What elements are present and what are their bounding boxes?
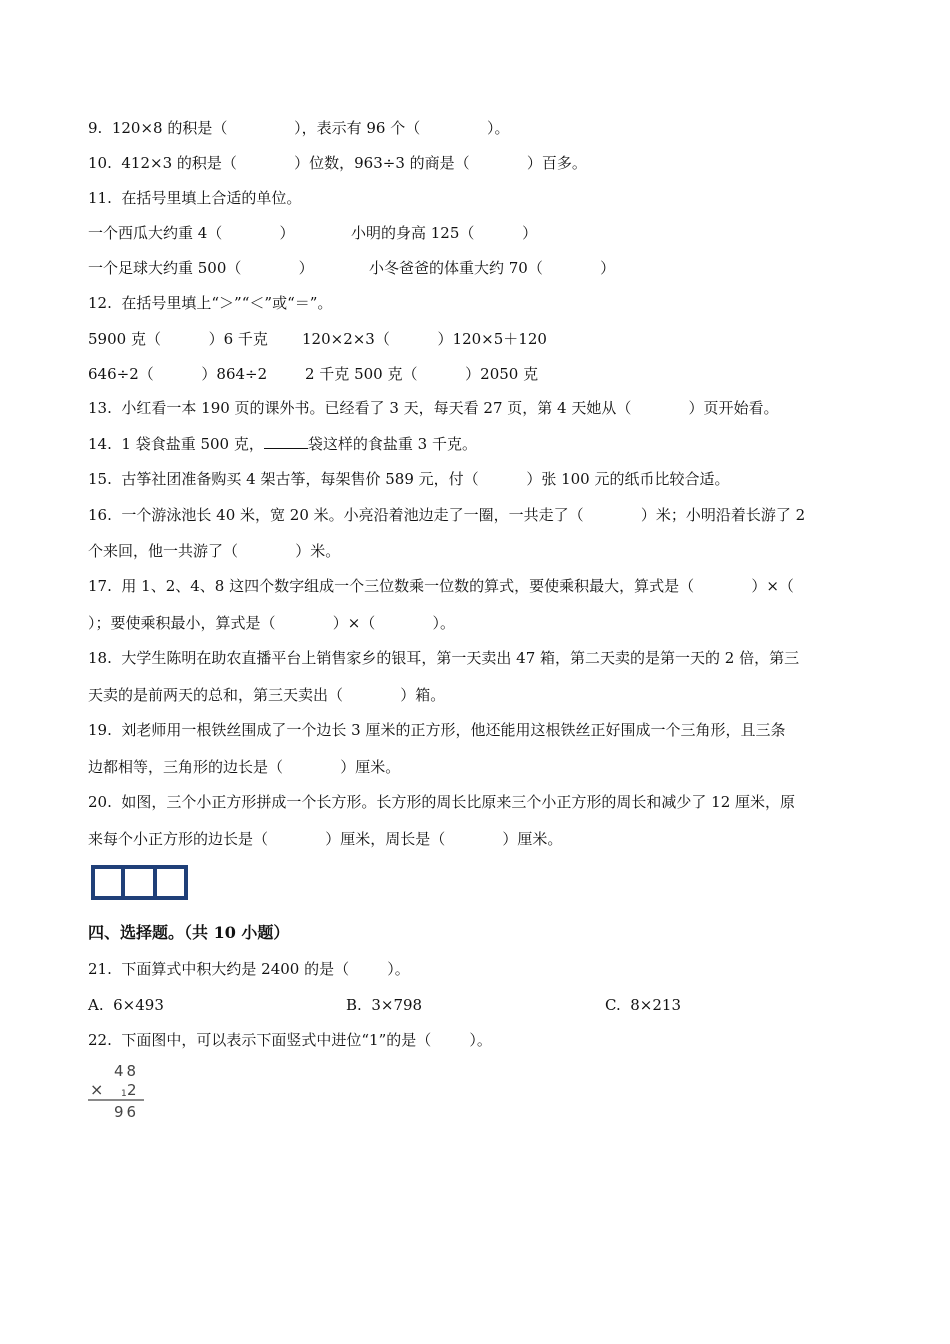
question-16-line-1: 16. 一个游泳池长 40 米，宽 20 米。小亮沿着池边走了一圈，一共走了（ ）米；小明沿着长游了 2	[88, 506, 806, 524]
vertical-multiplication	[86, 1062, 148, 1122]
question-12-c: 646÷2（ ）864÷2	[88, 365, 268, 383]
question-20-line-2: 来每个小正方形的边长是（ ）厘米，周长是（ ）厘米。	[88, 830, 563, 848]
square-3	[155, 867, 186, 898]
question-14-post: 袋这样的食盐重 3 千克。	[307, 435, 477, 453]
section-4-heading: 四、选择题。（共 10 小题）	[88, 923, 290, 942]
question-15: 15. 古筝社团准备购买 4 架古筝，每架售价 589 元，付（ ）张 100 元的纸币比较合适。	[88, 470, 730, 488]
question-12-d: 2 千克 500 克（ ）2050 克	[305, 365, 539, 383]
question-18-line-1: 18. 大学生陈明在助农直播平台上销售家乡的银耳，第一天卖出 47 箱，第二天卖的是第一天的 2 倍，第三	[88, 649, 800, 667]
option-21-a: A. 6×493	[88, 996, 164, 1014]
question-11-c: 一个足球大约重 500（ ）	[88, 259, 314, 277]
question-12-title: 12. 在括号里填上“＞”“＜”或“＝”。	[88, 294, 333, 312]
question-10: 10. 412×3 的积是（ ）位数，963÷3 的商是（ ）百多。	[88, 154, 587, 172]
question-12-b: 120×2×3（ ）120×5＋120	[302, 330, 547, 348]
question-11-title: 11. 在括号里填上合适的单位。	[88, 189, 302, 207]
question-12-a: 5900 克（ ）6 千克	[88, 330, 268, 348]
question-17-line-2: ）；要使乘积最小，算式是（ ）×（ ）。	[88, 614, 456, 632]
answer-blank	[264, 434, 308, 449]
question-16-line-2: 个来回，他一共游了（ ）米。	[88, 542, 341, 560]
option-21-b: B. 3×798	[346, 996, 423, 1014]
question-11-a: 一个西瓜大约重 4（ ）	[88, 224, 295, 242]
calc-top-number: 48	[114, 1062, 140, 1080]
calc-result: 96	[114, 1103, 140, 1121]
question-14-pre: 14. 1 袋食盐重 500 克，	[88, 435, 264, 453]
question-14	[88, 434, 477, 454]
question-19-line-2: 边都相等，三角形的边长是（ ）厘米。	[88, 758, 401, 776]
question-17-line-1: 17. 用 1、2、4、8 这四个数字组成一个三位数乘一位数的算式，要使乘积最大，算式是（ ）×（	[88, 577, 794, 595]
question-19-line-1: 19. 刘老师用一根铁丝围成了一个边长 3 厘米的正方形，他还能用这根铁丝正好围成一个三角形，且三条	[88, 721, 786, 739]
question-11-b: 小明的身高 125（ ）	[351, 224, 538, 242]
question-13: 13. 小红看一本 190 页的课外书。已经看了 3 天，每天看 27 页，第 4 天她从（ ）页开始看。	[88, 399, 779, 417]
question-11-d: 小冬爸爸的体重大约 70（ ）	[369, 259, 616, 277]
three-squares-figure	[91, 865, 189, 900]
calc-times-sign: ×	[90, 1080, 104, 1099]
question-9: 9. 120×8 的积是（ ），表示有 96 个（ ）。	[88, 119, 510, 137]
option-21-c: C. 8×213	[605, 996, 681, 1014]
square-1	[93, 867, 123, 898]
question-18-line-2: 天卖的是前两天的总和，第三天卖出（ ）箱。	[88, 686, 446, 704]
calc-multiplier: 2	[127, 1081, 137, 1099]
calc-carry-digit: 1	[121, 1089, 127, 1099]
question-20-line-1: 20. 如图，三个小正方形拼成一个长方形。长方形的周长比原来三个小正方形的周长和减少了 12 厘米，原	[88, 793, 796, 811]
question-21: 21. 下面算式中积大约是 2400 的是（ ）。	[88, 960, 410, 978]
square-2	[123, 867, 155, 898]
question-22: 22. 下面图中，可以表示下面竖式中进位“1”的是（ ）。	[88, 1031, 492, 1049]
